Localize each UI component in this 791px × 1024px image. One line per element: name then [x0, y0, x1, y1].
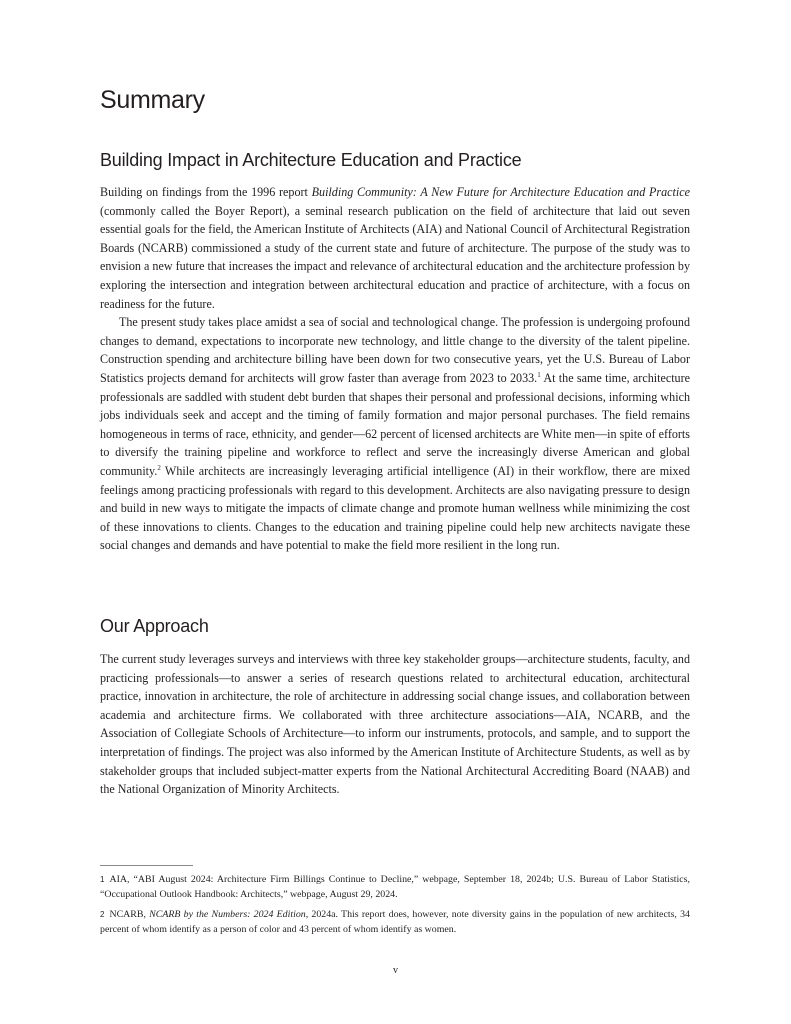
- paragraph-text: The present study takes place amidst a sea of social and technological change. The profession is undergoing profound changes to demand, expectations to incorporate new technology, and little change to the diversity of the talent pipeline. Construction spending and architecture billing have been down for two consecutive years, yet the U.S. Bureau of Labor Statistics projects demand for architects will grow faster than average from 2023 to 2033.: [100, 315, 690, 385]
- footnote-divider: [100, 865, 193, 866]
- page-title: Summary: [100, 86, 205, 114]
- footnote-ref-1[interactable]: 1: [537, 370, 541, 379]
- footnotes: [100, 872, 690, 942]
- paragraph-text: At the same time, architecture professionals are saddled with student debt burden that shapes their personal and professional decisions, informing which jobs individuals seek and accept and the timing of family formation and major personal purchases. The field remains homogeneous in terms of race, ethnicity, and gender—62 percent of licensed architects are White men—in spite of efforts to diversify the training pipeline and workforce to reflect and serve the increasingly diverse American and global community.: [100, 370, 690, 478]
- footnote-number: 1: [100, 875, 105, 884]
- section-heading-building-impact: Building Impact in Architecture Education and Practice: [100, 150, 522, 170]
- paragraph-text: While architects are increasingly leveraging artificial intelligence (AI) in their workflow, there are mixed feelings among practicing professionals with regard to this development. Architects are also navigating pressure to design and build in new ways to mitigate the impacts of climate change and promote human wellness while minimizing the cost of these innovations to clients. Changes to the education and training pipeline could help new architects navigate these social changes and demands and have potential to make the field more resilient in the long run.: [100, 463, 690, 553]
- footnote-text: , 2024a. This report does, however, note diversity gains in the population of new architects, 34 percent of whom identify as a person of color and 43 percent of whom identify as women.: [100, 909, 690, 935]
- paragraph: [100, 183, 690, 313]
- paragraph: [100, 313, 690, 555]
- footnote-1: [100, 872, 690, 902]
- paragraph: The current study leverages surveys and interviews with three key stakeholder groups—architecture students, faculty, and practicing professionals—to answer a series of research questions related to architectural education, architectural practice, innovation in architecture, the role of architecture in addressing social change issues, and collaboration between academia and architecture firms. We collaborated with three architecture associations—AIA, NCARB, and the Association of Collegiate Schools of Architecture—to inform our instruments, protocols, and sample, and to support the interpretation of findings. The project was also informed by the American Institute of Architecture Students, as well as by stakeholder groups that included subject-matter experts from the National Architectural Accrediting Board (NAAB) and the National Organization of Minority Architects.: [100, 652, 690, 797]
- footnote-text: AIA, “ABI August 2024: Architecture Firm Billings Continue to Decline,” webpage, September 18, 2024b; U.S. Bureau of Labor Statistics, “Occupational Outlook Handbook: Architects,” webpage, August 29, 2024.: [100, 874, 690, 900]
- footnote-source-italic: NCARB by the Numbers: 2024 Edition: [149, 909, 306, 920]
- section-body-building-impact: [100, 183, 690, 555]
- footnote-number: 2: [100, 910, 105, 919]
- footnote-2: [100, 907, 690, 937]
- footnote-text: NCARB,: [109, 909, 150, 920]
- paragraph-text: (commonly called the Boyer Report), a seminal research publication on the field of architecture that laid out seven essential goals for the field, the American Institute of Architects (AIA) and National Council of Architectural Registration Boards (NCARB) commissioned a study of the current state and future of architecture. The purpose of the study was to envision a new future that increases the impact and relevance of architectural education and the architecture profession by exploring the intersection and integration between architectural education and practice of architecture, with a focus on readiness for the future.: [100, 203, 690, 311]
- footnote-ref-2[interactable]: 2: [157, 463, 161, 472]
- report-title-italic: Building Community: A New Future for Architecture Education and Practice: [311, 185, 690, 199]
- paragraph-text: Building on findings from the 1996 report: [100, 185, 312, 199]
- page-number: v: [393, 965, 398, 976]
- section-body-our-approach: [100, 650, 690, 799]
- section-heading-our-approach: Our Approach: [100, 616, 209, 636]
